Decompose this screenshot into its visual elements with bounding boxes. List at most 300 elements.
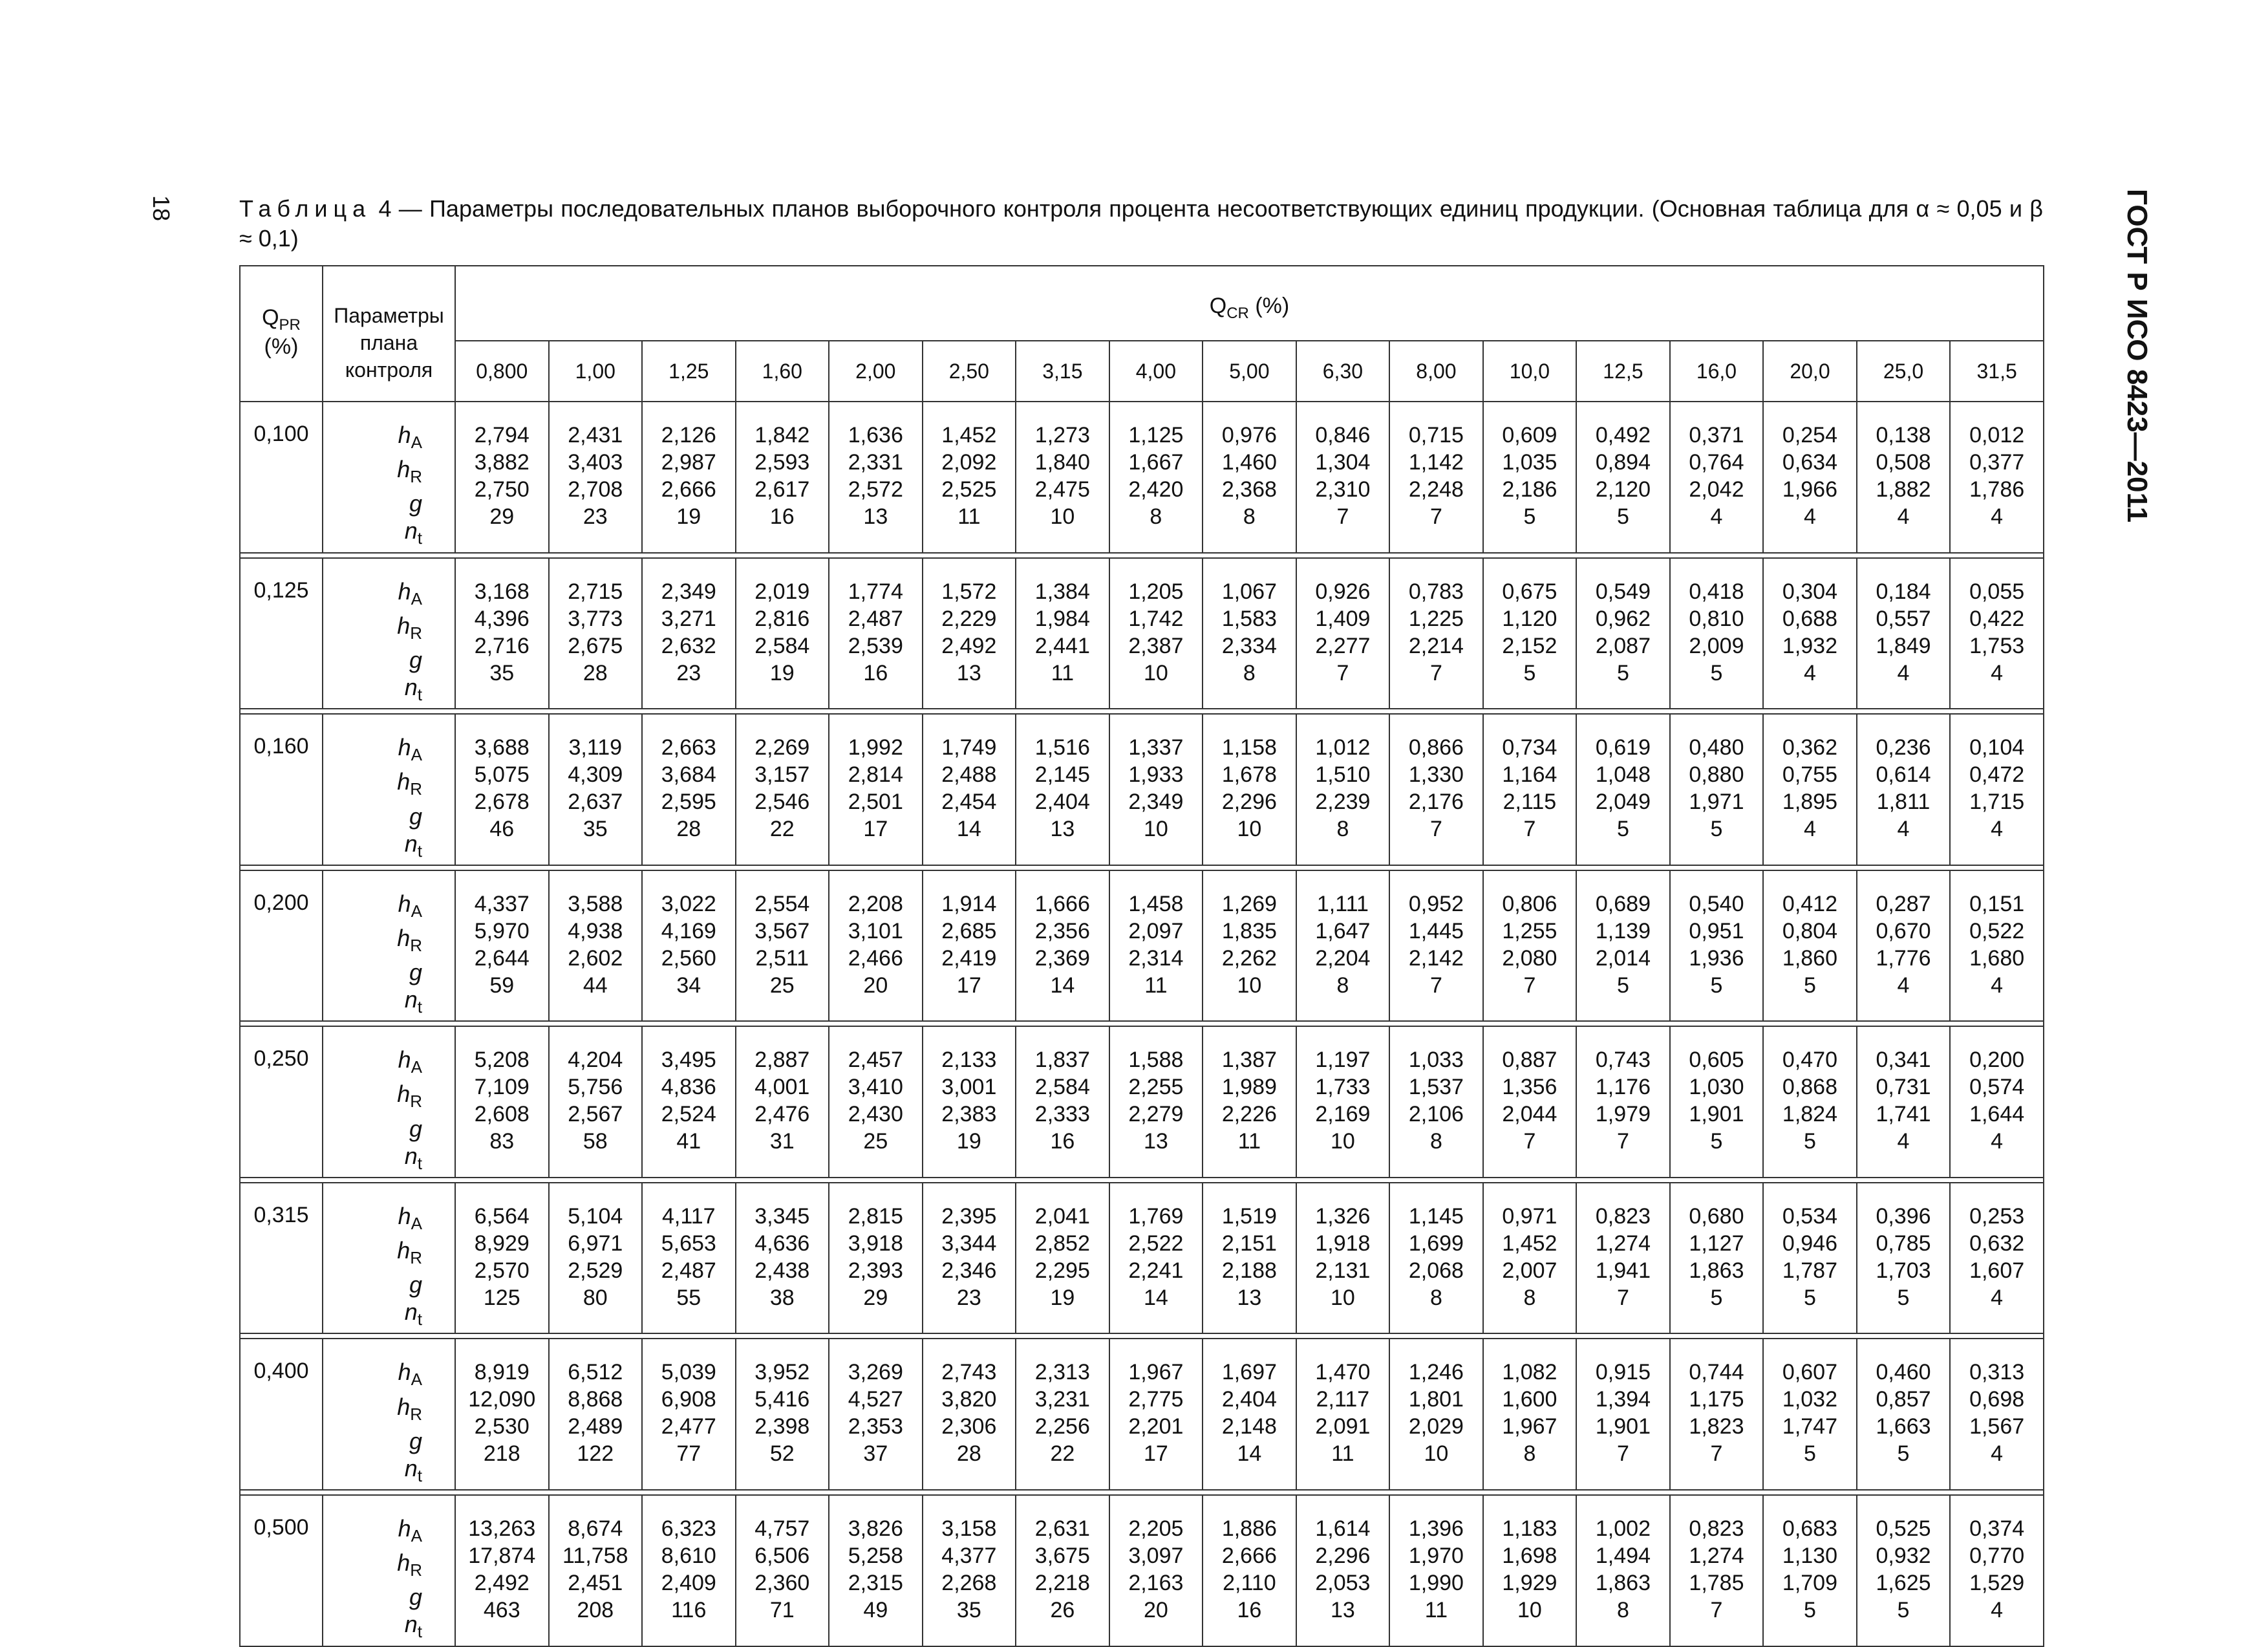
value-hR: 1,918 bbox=[1315, 1231, 1371, 1256]
value-g: 1,785 bbox=[1689, 1570, 1744, 1595]
value-nt: 10 bbox=[1143, 817, 1168, 842]
value-hR: 3,684 bbox=[661, 762, 716, 788]
value-nt: 13 bbox=[1050, 817, 1075, 842]
value-cell bbox=[1576, 714, 1670, 865]
value-cell bbox=[1016, 1026, 1109, 1178]
qcr-column-header: 25,0 bbox=[1857, 341, 1951, 402]
value-g: 2,438 bbox=[754, 1258, 810, 1283]
value-hR: 1,600 bbox=[1502, 1387, 1557, 1412]
value-hA: 8,674 bbox=[568, 1516, 623, 1541]
value-hR: 2,584 bbox=[1034, 1075, 1090, 1100]
param-label: $n_t$ bbox=[404, 1142, 422, 1173]
value-hR: 2,685 bbox=[941, 918, 997, 943]
value-cell bbox=[1483, 1339, 1577, 1490]
value-hA: 0,525 bbox=[1876, 1516, 1931, 1541]
value-hR: 4,396 bbox=[474, 606, 530, 631]
value-cell bbox=[1576, 402, 1670, 553]
value-cell bbox=[736, 870, 829, 1022]
value-hR: 4,938 bbox=[568, 918, 623, 943]
value-hA: 0,396 bbox=[1876, 1203, 1931, 1229]
param-label: $h_R$ bbox=[397, 1393, 422, 1424]
value-nt: 7 bbox=[1616, 1441, 1629, 1467]
value-g: 2,080 bbox=[1502, 945, 1557, 971]
value-g: 2,218 bbox=[1034, 1570, 1090, 1595]
value-hA: 0,806 bbox=[1502, 891, 1557, 916]
value-g: 1,936 bbox=[1689, 945, 1744, 971]
value-nt: 5 bbox=[1710, 1285, 1723, 1310]
value-g: 1,979 bbox=[1595, 1102, 1651, 1127]
value-g: 1,709 bbox=[1782, 1570, 1838, 1595]
value-g: 2,608 bbox=[474, 1102, 530, 1127]
value-hR: 3,820 bbox=[941, 1387, 997, 1412]
value-nt: 77 bbox=[676, 1441, 701, 1467]
value-nt: 5 bbox=[1616, 504, 1629, 529]
value-nt: 10 bbox=[1237, 973, 1262, 998]
value-hR: 5,258 bbox=[848, 1543, 903, 1568]
value-hR: 1,445 bbox=[1408, 918, 1464, 943]
value-nt: 26 bbox=[1050, 1597, 1075, 1622]
value-g: 2,256 bbox=[1034, 1414, 1090, 1439]
value-hA: 2,794 bbox=[474, 423, 530, 447]
param-label: $n_t$ bbox=[404, 1454, 422, 1485]
value-hR: 8,929 bbox=[474, 1231, 530, 1256]
value-nt: 19 bbox=[1050, 1285, 1075, 1310]
value-hA: 3,022 bbox=[661, 891, 716, 916]
qpr-value: 0,200 bbox=[240, 870, 323, 1022]
value-hA: 3,168 bbox=[474, 579, 530, 604]
value-nt: 11 bbox=[1424, 1597, 1448, 1622]
value-hR: 0,770 bbox=[1969, 1543, 2025, 1568]
value-hA: 2,205 bbox=[1128, 1516, 1184, 1541]
value-cell bbox=[1016, 1339, 1109, 1490]
value-nt: 4 bbox=[1804, 660, 1816, 685]
value-cell bbox=[1763, 558, 1857, 709]
value-cell bbox=[736, 714, 829, 865]
param-labels bbox=[323, 402, 455, 553]
value-cell bbox=[923, 870, 1016, 1022]
value-hR: 2,229 bbox=[941, 606, 997, 631]
value-hA: 0,371 bbox=[1689, 423, 1744, 447]
value-hA: 0,412 bbox=[1782, 891, 1838, 916]
value-nt: 13 bbox=[956, 660, 981, 685]
running-head: ГОСТ Р ИСО 8423—2011 bbox=[2121, 189, 2153, 523]
value-nt: 83 bbox=[489, 1129, 515, 1154]
value-cell bbox=[1296, 558, 1390, 709]
value-nt: 49 bbox=[863, 1597, 888, 1622]
value-hA: 1,273 bbox=[1034, 423, 1090, 447]
value-g: 1,787 bbox=[1782, 1258, 1838, 1283]
value-hA: 2,269 bbox=[754, 735, 810, 760]
value-hA: 2,554 bbox=[754, 891, 810, 916]
qcr-column-header: 0,800 bbox=[455, 341, 549, 402]
row-separator-cell bbox=[240, 709, 2044, 714]
value-nt: 16 bbox=[1050, 1129, 1075, 1154]
value-g: 1,901 bbox=[1595, 1414, 1651, 1439]
value-nt: 19 bbox=[956, 1129, 981, 1154]
value-hR: 11,758 bbox=[562, 1543, 628, 1568]
value-cell bbox=[829, 402, 923, 553]
value-nt: 29 bbox=[489, 504, 515, 529]
value-nt: 4 bbox=[1991, 660, 2004, 685]
value-cell bbox=[1016, 1183, 1109, 1334]
value-nt: 7 bbox=[1429, 660, 1442, 685]
sampling-plans-table bbox=[239, 265, 2044, 1647]
value-hR: 0,698 bbox=[1969, 1387, 2025, 1412]
value-g: 2,007 bbox=[1502, 1258, 1557, 1283]
value-hA: 0,549 bbox=[1595, 579, 1651, 604]
value-g: 2,214 bbox=[1408, 633, 1464, 658]
value-hA: 0,534 bbox=[1782, 1203, 1838, 1229]
value-hR: 1,139 bbox=[1595, 918, 1651, 943]
value-g: 2,148 bbox=[1221, 1414, 1277, 1439]
value-hA: 1,516 bbox=[1034, 735, 1090, 760]
value-g: 2,572 bbox=[848, 477, 903, 502]
value-nt: 17 bbox=[1143, 1441, 1168, 1467]
value-g: 2,268 bbox=[941, 1570, 997, 1595]
value-cell bbox=[1857, 714, 1951, 865]
value-cell bbox=[923, 714, 1016, 865]
value-hA: 0,952 bbox=[1408, 891, 1464, 916]
value-hA: 6,323 bbox=[661, 1516, 716, 1541]
value-g: 1,741 bbox=[1876, 1102, 1931, 1127]
param-label: $h_R$ bbox=[397, 924, 422, 956]
value-nt: 41 bbox=[676, 1129, 701, 1154]
value-g: 2,524 bbox=[661, 1102, 716, 1127]
value-hR: 1,030 bbox=[1689, 1075, 1744, 1100]
value-hR: 1,970 bbox=[1408, 1543, 1464, 1568]
value-g: 2,152 bbox=[1502, 633, 1557, 658]
value-g: 2,398 bbox=[754, 1414, 810, 1439]
value-hR: 8,868 bbox=[568, 1387, 623, 1412]
value-nt: 7 bbox=[1616, 1129, 1629, 1154]
value-cell bbox=[1763, 714, 1857, 865]
value-cell bbox=[829, 870, 923, 1022]
value-cell bbox=[1763, 1183, 1857, 1334]
value-hR: 1,274 bbox=[1595, 1231, 1651, 1256]
value-nt: 7 bbox=[1710, 1441, 1723, 1467]
value-hR: 1,255 bbox=[1502, 918, 1557, 943]
table-row bbox=[240, 1183, 2044, 1334]
value-g: 2,492 bbox=[941, 633, 997, 658]
value-cell bbox=[1950, 1183, 2044, 1334]
value-cell bbox=[923, 1339, 1016, 1490]
param-labels bbox=[323, 558, 455, 709]
qpr-value: 0,500 bbox=[240, 1495, 323, 1646]
value-hR: 6,908 bbox=[661, 1387, 716, 1412]
value-hA: 3,269 bbox=[848, 1360, 903, 1385]
value-nt: 7 bbox=[1336, 504, 1349, 529]
value-cell bbox=[736, 1495, 829, 1646]
value-hR: 5,416 bbox=[754, 1387, 810, 1412]
value-hR: 3,157 bbox=[754, 762, 810, 788]
value-hA: 1,396 bbox=[1408, 1516, 1464, 1541]
qcr-column-header: 5,00 bbox=[1203, 341, 1296, 402]
value-cell bbox=[829, 558, 923, 709]
param-label: g bbox=[409, 646, 422, 673]
value-nt: 23 bbox=[676, 660, 701, 685]
value-nt: 58 bbox=[583, 1129, 608, 1154]
value-hA: 0,734 bbox=[1502, 735, 1557, 760]
value-hA: 2,395 bbox=[941, 1203, 997, 1229]
value-g: 1,644 bbox=[1969, 1102, 2025, 1127]
value-hA: 0,823 bbox=[1689, 1516, 1744, 1541]
value-g: 2,487 bbox=[661, 1258, 716, 1283]
table-row bbox=[240, 714, 2044, 865]
value-cell bbox=[923, 558, 1016, 709]
value-cell bbox=[642, 714, 736, 865]
value-hR: 2,775 bbox=[1128, 1387, 1184, 1412]
value-cell bbox=[829, 714, 923, 865]
qpr-header-unit: (%) bbox=[264, 334, 299, 359]
value-g: 2,475 bbox=[1034, 477, 1090, 502]
value-g: 1,929 bbox=[1502, 1570, 1557, 1595]
row-separator bbox=[240, 865, 2044, 870]
param-label: $n_t$ bbox=[404, 1611, 422, 1642]
value-cell bbox=[1389, 1495, 1483, 1646]
value-g: 1,786 bbox=[1969, 477, 2025, 502]
value-hR: 0,472 bbox=[1969, 762, 2025, 788]
value-hA: 0,744 bbox=[1689, 1360, 1744, 1385]
row-separator-cell bbox=[240, 553, 2044, 558]
value-hR: 1,330 bbox=[1408, 762, 1464, 788]
value-hA: 0,254 bbox=[1782, 423, 1838, 447]
value-cell bbox=[1016, 1495, 1109, 1646]
value-hA: 0,480 bbox=[1689, 735, 1744, 760]
value-g: 2,142 bbox=[1408, 945, 1464, 971]
value-nt: 8 bbox=[1616, 1597, 1629, 1622]
value-cell bbox=[1670, 1026, 1764, 1178]
value-g: 2,248 bbox=[1408, 477, 1464, 502]
value-nt: 11 bbox=[957, 504, 981, 529]
value-g: 1,811 bbox=[1876, 790, 1931, 815]
value-nt: 80 bbox=[583, 1285, 608, 1310]
value-cell bbox=[1576, 558, 1670, 709]
qcr-column-header: 2,00 bbox=[829, 341, 923, 402]
value-hR: 1,394 bbox=[1595, 1387, 1651, 1412]
value-hR: 0,946 bbox=[1782, 1231, 1838, 1256]
value-hA: 5,208 bbox=[474, 1048, 530, 1073]
value-nt: 125 bbox=[483, 1285, 520, 1310]
value-g: 1,625 bbox=[1876, 1570, 1931, 1595]
value-g: 1,529 bbox=[1969, 1570, 2025, 1595]
value-g: 2,204 bbox=[1315, 945, 1371, 971]
value-nt: 20 bbox=[863, 973, 888, 998]
value-hR: 8,610 bbox=[661, 1543, 716, 1568]
row-separator-cell bbox=[240, 1021, 2044, 1026]
value-hA: 2,457 bbox=[848, 1048, 903, 1073]
value-nt: 4 bbox=[1897, 660, 1910, 685]
value-nt: 31 bbox=[769, 1129, 795, 1154]
value-hA: 1,337 bbox=[1128, 735, 1184, 760]
value-cell bbox=[1203, 1339, 1296, 1490]
value-nt: 11 bbox=[1051, 660, 1074, 685]
value-g: 2,369 bbox=[1034, 945, 1090, 971]
value-hA: 3,588 bbox=[568, 891, 623, 916]
value-g: 2,262 bbox=[1221, 945, 1277, 971]
value-hA: 2,631 bbox=[1034, 1516, 1090, 1541]
value-hA: 0,012 bbox=[1969, 423, 2025, 447]
value-g: 2,441 bbox=[1034, 633, 1090, 658]
value-hA: 2,019 bbox=[754, 579, 810, 604]
value-hA: 2,349 bbox=[661, 579, 716, 604]
value-nt: 4 bbox=[1710, 504, 1723, 529]
value-hR: 1,801 bbox=[1408, 1387, 1464, 1412]
value-nt: 46 bbox=[489, 817, 515, 842]
qcr-column-header: 1,25 bbox=[642, 341, 736, 402]
value-cell bbox=[549, 1183, 643, 1334]
value-cell bbox=[642, 1183, 736, 1334]
value-nt: 8 bbox=[1336, 817, 1349, 842]
value-g: 2,393 bbox=[848, 1258, 903, 1283]
value-hR: 3,918 bbox=[848, 1231, 903, 1256]
value-cell bbox=[1016, 870, 1109, 1022]
value-hR: 2,987 bbox=[661, 450, 716, 475]
table-caption bbox=[239, 194, 2043, 253]
value-cell bbox=[923, 1183, 1016, 1334]
value-cell bbox=[923, 1495, 1016, 1646]
value-nt: 8 bbox=[1150, 504, 1162, 529]
value-hA: 1,470 bbox=[1315, 1360, 1371, 1385]
value-cell bbox=[1109, 1026, 1203, 1178]
value-g: 2,525 bbox=[941, 477, 997, 502]
value-hA: 3,688 bbox=[474, 735, 530, 760]
value-hR: 0,632 bbox=[1969, 1231, 2025, 1256]
param-label: g bbox=[409, 802, 422, 830]
value-cell bbox=[1763, 1026, 1857, 1178]
value-hA: 1,269 bbox=[1221, 891, 1277, 916]
value-hR: 1,127 bbox=[1689, 1231, 1744, 1256]
value-nt: 22 bbox=[1050, 1441, 1075, 1467]
value-hR: 1,032 bbox=[1782, 1387, 1838, 1412]
value-cell bbox=[1203, 1495, 1296, 1646]
value-cell bbox=[549, 714, 643, 865]
value-cell bbox=[642, 1495, 736, 1646]
value-g: 1,824 bbox=[1782, 1102, 1838, 1127]
value-g: 1,663 bbox=[1876, 1414, 1931, 1439]
value-nt: 4 bbox=[1991, 817, 2004, 842]
value-g: 1,863 bbox=[1595, 1570, 1651, 1595]
value-cell bbox=[1670, 1183, 1764, 1334]
value-hR: 3,271 bbox=[661, 606, 716, 631]
param-label: $h_A$ bbox=[398, 1359, 422, 1390]
value-nt: 4 bbox=[1804, 817, 1816, 842]
value-g: 2,333 bbox=[1034, 1102, 1090, 1127]
value-nt: 19 bbox=[769, 660, 795, 685]
value-nt: 23 bbox=[583, 504, 608, 529]
value-hR: 2,145 bbox=[1034, 762, 1090, 788]
value-hA: 13,263 bbox=[468, 1516, 536, 1541]
value-nt: 5 bbox=[1710, 973, 1723, 998]
value-nt: 4 bbox=[1897, 1129, 1910, 1154]
value-g: 2,115 bbox=[1503, 790, 1557, 815]
value-g: 2,306 bbox=[941, 1414, 997, 1439]
value-nt: 8 bbox=[1523, 1441, 1536, 1467]
qpr-value: 0,250 bbox=[240, 1026, 323, 1178]
value-hR: 1,274 bbox=[1689, 1543, 1744, 1568]
param-labels bbox=[323, 714, 455, 865]
value-cell bbox=[1203, 1183, 1296, 1334]
value-hR: 17,874 bbox=[468, 1543, 536, 1568]
value-hA: 3,495 bbox=[661, 1048, 716, 1073]
value-nt: 37 bbox=[863, 1441, 888, 1467]
value-nt: 5 bbox=[1710, 817, 1723, 842]
value-nt: 19 bbox=[676, 504, 701, 529]
value-cell bbox=[1389, 1339, 1483, 1490]
value-g: 2,279 bbox=[1128, 1102, 1184, 1127]
value-cell bbox=[1483, 558, 1577, 709]
value-hR: 1,164 bbox=[1502, 762, 1557, 788]
value-hR: 12,090 bbox=[468, 1387, 536, 1412]
value-nt: 17 bbox=[863, 817, 888, 842]
value-g: 1,567 bbox=[1969, 1414, 2025, 1439]
value-hR: 3,101 bbox=[848, 918, 903, 943]
value-cell bbox=[829, 1339, 923, 1490]
value-hA: 0,926 bbox=[1315, 579, 1371, 604]
qcr-column-header: 8,00 bbox=[1389, 341, 1483, 402]
value-hA: 1,837 bbox=[1034, 1048, 1090, 1073]
value-hR: 1,647 bbox=[1315, 918, 1371, 943]
value-cell bbox=[1016, 402, 1109, 553]
value-g: 2,226 bbox=[1221, 1102, 1277, 1127]
value-g: 2,110 bbox=[1223, 1570, 1276, 1595]
value-hR: 0,422 bbox=[1969, 606, 2025, 631]
qcr-column-header: 3,15 bbox=[1016, 341, 1109, 402]
value-hR: 1,176 bbox=[1595, 1075, 1651, 1100]
value-nt: 8 bbox=[1243, 660, 1256, 685]
value-hA: 1,842 bbox=[754, 423, 810, 447]
value-cell bbox=[1296, 714, 1390, 865]
value-cell bbox=[455, 558, 549, 709]
value-nt: 4 bbox=[1804, 504, 1816, 529]
value-hR: 0,804 bbox=[1782, 918, 1838, 943]
value-nt: 35 bbox=[956, 1597, 981, 1622]
value-cell bbox=[1576, 1339, 1670, 1490]
value-nt: 10 bbox=[1050, 504, 1075, 529]
value-hR: 2,488 bbox=[941, 762, 997, 788]
value-hR: 2,255 bbox=[1128, 1075, 1184, 1100]
param-label: $h_R$ bbox=[397, 612, 422, 643]
qcr-column-header: 10,0 bbox=[1483, 341, 1577, 402]
value-nt: 34 bbox=[676, 973, 701, 998]
value-cell bbox=[829, 1026, 923, 1178]
value-nt: 23 bbox=[956, 1285, 981, 1310]
value-hA: 1,519 bbox=[1221, 1203, 1277, 1229]
param-label: $h_A$ bbox=[398, 1046, 422, 1077]
value-hA: 0,362 bbox=[1782, 735, 1838, 760]
value-hR: 5,653 bbox=[661, 1231, 716, 1256]
value-hA: 6,564 bbox=[474, 1203, 530, 1229]
value-hR: 0,508 bbox=[1876, 450, 1931, 475]
param-label: $n_t$ bbox=[404, 517, 422, 548]
qcr-column-header: 1,60 bbox=[736, 341, 829, 402]
value-g: 1,860 bbox=[1782, 945, 1838, 971]
value-hA: 1,158 bbox=[1221, 735, 1277, 760]
value-hR: 1,409 bbox=[1315, 606, 1371, 631]
value-nt: 7 bbox=[1710, 1597, 1723, 1622]
qpr-value: 0,400 bbox=[240, 1339, 323, 1490]
value-cell bbox=[1763, 402, 1857, 553]
value-nt: 4 bbox=[1897, 817, 1910, 842]
value-hR: 2,852 bbox=[1034, 1231, 1090, 1256]
value-hR: 2,296 bbox=[1315, 1543, 1371, 1568]
value-g: 1,715 bbox=[1969, 790, 2025, 815]
value-hA: 1,183 bbox=[1502, 1516, 1557, 1541]
value-hA: 0,675 bbox=[1502, 579, 1557, 604]
value-nt: 4 bbox=[1897, 504, 1910, 529]
value-g: 2,346 bbox=[941, 1258, 997, 1283]
value-cell bbox=[1203, 402, 1296, 553]
value-hR: 1,835 bbox=[1221, 918, 1277, 943]
